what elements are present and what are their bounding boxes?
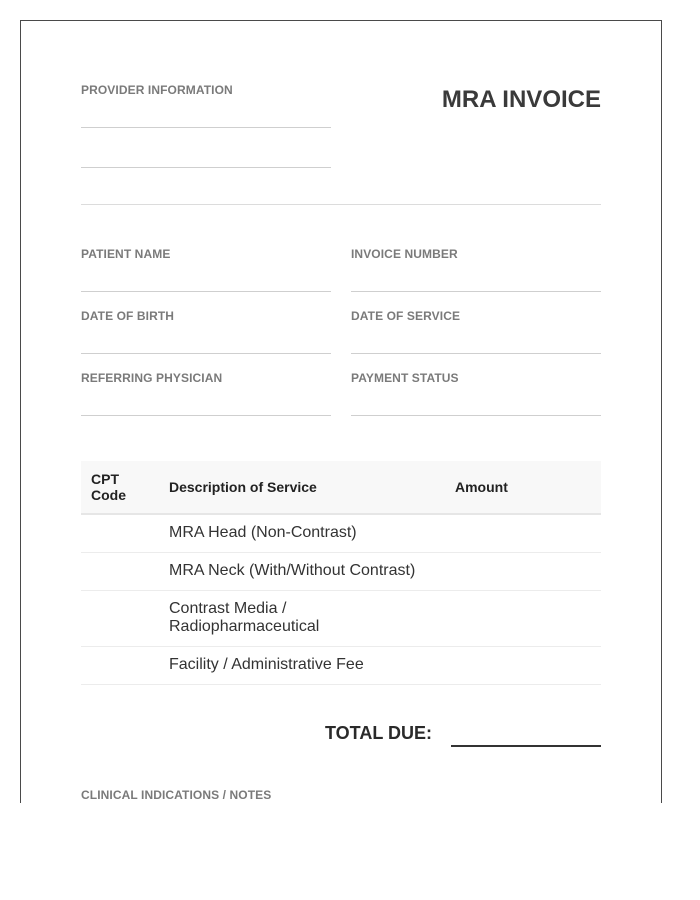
referring-physician-field[interactable] [81,371,331,385]
cpt-code-header: CPT Code [81,461,159,514]
patient-name-line[interactable] [81,291,331,292]
total-due-label: TOTAL DUE: [325,723,432,743]
amount-cell[interactable] [445,647,601,685]
invoice-number-label: INVOICE NUMBER [351,247,458,261]
payment-status-field[interactable] [351,371,601,385]
amount-cell[interactable] [445,591,601,647]
table-row [81,591,601,647]
date-of-service-label: DATE OF SERVICE [351,309,461,323]
cpt-code-cell[interactable] [81,553,159,591]
date-of-birth-label: DATE OF BIRTH [81,309,175,323]
clinical-notes-label: CLINICAL INDICATIONS / NOTES [81,788,272,802]
date-of-service-line[interactable] [351,353,601,354]
table-row [81,647,601,685]
total-due-line[interactable] [451,745,601,747]
date-of-birth-line[interactable] [81,353,331,354]
date-of-birth-field[interactable] [81,309,331,323]
provider-information-label: PROVIDER INFORMATION [81,83,233,97]
amount-header: Amount [445,461,601,514]
cpt-code-cell[interactable] [81,591,159,647]
referring-physician-label: REFERRING PHYSICIAN [81,371,223,385]
invoice-number-field[interactable] [351,247,601,261]
table-header-row [81,461,601,514]
amount-cell[interactable] [445,514,601,553]
payment-status-label: PAYMENT STATUS [351,371,459,385]
description-header: Description of Service [159,461,445,514]
patient-name-field[interactable] [81,247,331,261]
services-table [81,461,601,685]
invoice-sheet [20,20,662,803]
referring-physician-line[interactable] [81,415,331,416]
provider-line-2[interactable] [81,167,331,168]
provider-line-1[interactable] [81,127,331,128]
description-cell: Facility / Administrative Fee [159,647,445,685]
description-cell: MRA Neck (With/Without Contrast) [159,553,445,591]
description-cell: MRA Head (Non-Contrast) [159,514,445,553]
amount-cell[interactable] [445,553,601,591]
description-cell: Contrast Media / Radiopharmaceutical [159,591,445,647]
invoice-title: MRA INVOICE [441,86,601,113]
table-row [81,553,601,591]
cpt-code-cell[interactable] [81,514,159,553]
section-divider [81,204,601,205]
patient-name-label: PATIENT NAME [81,247,171,261]
cpt-code-cell[interactable] [81,647,159,685]
invoice-number-line[interactable] [351,291,601,292]
date-of-service-field[interactable] [351,309,601,323]
table-row [81,514,601,553]
payment-status-line[interactable] [351,415,601,416]
